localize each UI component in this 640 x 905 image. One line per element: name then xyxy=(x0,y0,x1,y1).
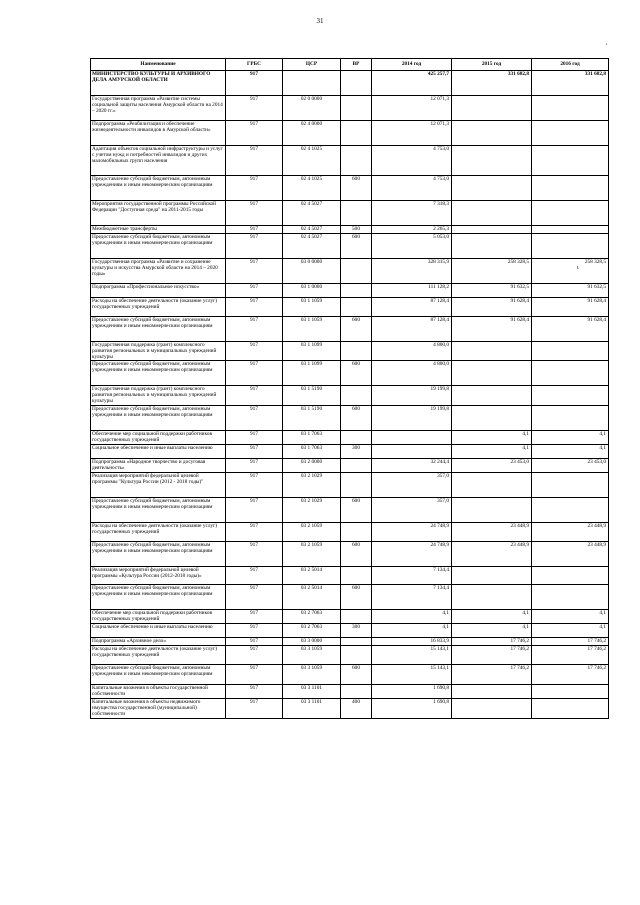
table-row xyxy=(91,121,609,146)
table-row xyxy=(91,298,609,317)
table-row xyxy=(91,445,609,459)
cell-y2015: 4,1 xyxy=(452,431,532,445)
cell-csr: 03 1 5190 xyxy=(283,386,341,406)
cell-y2014: 7 318,3 xyxy=(372,201,452,226)
cell-y2016: 23 453,0 xyxy=(532,459,609,473)
cell-csr: 03 2 0000 xyxy=(283,459,341,473)
cell-y2015 xyxy=(452,473,532,498)
cell-name: Подпрограмма «Профессиональное искусство» xyxy=(91,284,226,298)
cell-y2016 xyxy=(532,201,609,226)
cell-y2016: 17 746,2 xyxy=(532,665,609,685)
cell-y2014: 12 071,3 xyxy=(372,121,452,146)
cell-csr: 03 1 1099 xyxy=(283,361,341,386)
table-row xyxy=(91,523,609,542)
cell-csr: 03 1 0000 xyxy=(283,284,341,298)
table-row xyxy=(91,646,609,665)
cell-y2014: 1 690,8 xyxy=(372,699,452,718)
cell-y2016: 91 628,4 xyxy=(532,317,609,342)
cell-grbs: 917 xyxy=(226,646,283,665)
cell-grbs: 917 xyxy=(226,96,283,121)
cell-name: Предоставление субсидий бюджетным, автономным учреждениям и иным некоммерческим организациям xyxy=(91,317,226,342)
cell-grbs: 917 xyxy=(226,406,283,431)
cell-y2016 xyxy=(532,386,609,406)
cell-vr: 600 xyxy=(341,234,372,259)
cell-name: Подпрограмма «Реабилитация и обеспечение жизнедеятельности инвалидов в Амурской области» xyxy=(91,121,226,146)
cell-y2015 xyxy=(452,121,532,146)
cell-csr: 03 2 1059 xyxy=(283,542,341,567)
table-row xyxy=(91,317,609,342)
cell-grbs: 917 xyxy=(226,259,283,284)
cell-grbs: 917 xyxy=(226,699,283,718)
cell-csr: 03 1 1099 xyxy=(283,342,341,361)
cell-y2014: 425 257,7 xyxy=(372,71,452,96)
cell-vr xyxy=(341,685,372,699)
cell-y2016 xyxy=(532,146,609,176)
cell-y2015 xyxy=(452,361,532,386)
cell-y2014: 15 143,1 xyxy=(372,665,452,685)
cell-y2014: 87 128,4 xyxy=(372,317,452,342)
table-row xyxy=(91,567,609,585)
cell-name: Капитальные вложения в объекты недвижимого имущества государственной (муниципальной) собственности xyxy=(91,699,226,718)
cell-y2016 xyxy=(532,234,609,259)
cell-y2016: 91 628,4 xyxy=(532,298,609,317)
cell-y2015: 91 632,5 xyxy=(452,284,532,298)
cell-y2016 xyxy=(532,342,609,361)
cell-grbs: 917 xyxy=(226,431,283,445)
cell-name: Расходы на обеспечение деятельности (оказание услуг) государственных учреждений xyxy=(91,523,226,542)
cell-vr: 600 xyxy=(341,542,372,567)
cell-vr xyxy=(341,567,372,585)
cell-y2014: 4 753,0 xyxy=(372,146,452,176)
cell-csr: 03 3 1059 xyxy=(283,646,341,665)
cell-y2016 xyxy=(532,473,609,498)
cell-vr xyxy=(341,71,372,96)
cell-csr: 03 2 5014 xyxy=(283,567,341,585)
cell-y2014: 19 199,8 xyxy=(372,386,452,406)
cell-y2015: 23 448,9 xyxy=(452,542,532,567)
header-csr: ЦСР xyxy=(283,59,341,71)
cell-vr xyxy=(341,342,372,361)
cell-name: Межбюджетные трансферты xyxy=(91,226,226,234)
cell-vr xyxy=(341,431,372,445)
cell-y2015: 4,1 xyxy=(452,610,532,624)
cell-grbs: 917 xyxy=(226,317,283,342)
cell-y2015: 258 328,5 xyxy=(452,259,532,284)
cell-grbs: 917 xyxy=(226,201,283,226)
cell-name: Мероприятия государственной программы Российской Федерации "Доступная среда" на 2011-2015 годы xyxy=(91,201,226,226)
cell-y2016 xyxy=(532,96,609,121)
cell-csr: 03 2 7063 xyxy=(283,610,341,624)
cell-y2015: 91 628,4 xyxy=(452,298,532,317)
cell-y2014: 2 265,3 xyxy=(372,226,452,234)
table-row xyxy=(91,431,609,445)
cell-grbs: 917 xyxy=(226,459,283,473)
cell-csr: 03 1 1059 xyxy=(283,317,341,342)
cell-y2016 xyxy=(532,226,609,234)
cell-y2015 xyxy=(452,176,532,201)
cell-vr xyxy=(341,121,372,146)
cell-y2014: 5 053,0 xyxy=(372,234,452,259)
header-2016: 2016 год xyxy=(532,59,609,71)
cell-name: МИНИСТЕРСТВО КУЛЬТУРЫ И АРХИВНОГО ДЕЛА АМУРСКОЙ ОБЛАСТИ xyxy=(91,71,226,96)
cell-y2015 xyxy=(452,234,532,259)
cell-vr: 600 xyxy=(341,176,372,201)
stray-mark: ι xyxy=(577,265,579,271)
table-row xyxy=(91,201,609,226)
table-row xyxy=(91,665,609,685)
cell-csr: 03 3 1059 xyxy=(283,665,341,685)
table-row xyxy=(91,498,609,523)
cell-y2015 xyxy=(452,699,532,718)
cell-vr xyxy=(341,473,372,498)
table-row xyxy=(91,624,609,638)
cell-y2015: 4,1 xyxy=(452,445,532,459)
edge-mark: , xyxy=(606,40,608,46)
cell-y2014: 4 753,0 xyxy=(372,176,452,201)
cell-y2016: 17 746,2 xyxy=(532,646,609,665)
cell-name: Подпрограмма «Народное творчество и досуговая деятельность» xyxy=(91,459,226,473)
cell-y2014: 19 199,8 xyxy=(372,406,452,431)
cell-y2014: 24 748,9 xyxy=(372,523,452,542)
table-row xyxy=(91,610,609,624)
cell-y2016: 4,1 xyxy=(532,610,609,624)
cell-name: Государственная программа «Развитие и сохранение культуры и искусства Амурской области на 2014 – 2020 годы» xyxy=(91,259,226,284)
cell-y2015 xyxy=(452,498,532,523)
cell-csr: 03 0 0000 xyxy=(283,259,341,284)
cell-vr xyxy=(341,459,372,473)
cell-y2015 xyxy=(452,567,532,585)
cell-csr: 03 2 1059 xyxy=(283,523,341,542)
cell-y2016 xyxy=(532,121,609,146)
page-number: 31 xyxy=(316,17,324,25)
cell-csr: 02 4 5027 xyxy=(283,234,341,259)
cell-grbs: 917 xyxy=(226,585,283,610)
cell-grbs: 917 xyxy=(226,361,283,386)
cell-grbs: 917 xyxy=(226,342,283,361)
cell-grbs: 917 xyxy=(226,638,283,646)
table-row xyxy=(91,473,609,498)
cell-name: Расходы на обеспечение деятельности (оказание услуг) государственных учреждений xyxy=(91,646,226,665)
table-row xyxy=(91,638,609,646)
cell-y2014: 24 748,9 xyxy=(372,542,452,567)
cell-grbs: 917 xyxy=(226,121,283,146)
cell-y2014: 12 071,3 xyxy=(372,96,452,121)
cell-y2016 xyxy=(532,567,609,585)
cell-vr xyxy=(341,638,372,646)
cell-grbs: 917 xyxy=(226,234,283,259)
cell-vr: 300 xyxy=(341,445,372,459)
cell-vr: 400 xyxy=(341,699,372,718)
cell-y2014: 1 690,8 xyxy=(372,685,452,699)
cell-grbs: 917 xyxy=(226,542,283,567)
cell-y2014: 4 800,0 xyxy=(372,361,452,386)
cell-y2015: 23 448,9 xyxy=(452,523,532,542)
cell-grbs: 917 xyxy=(226,176,283,201)
header-vr: ВР xyxy=(341,59,372,71)
cell-csr: 03 2 1029 xyxy=(283,498,341,523)
cell-name: Предоставление субсидий бюджетным, автономным учреждениям и иным некоммерческим организациям xyxy=(91,542,226,567)
table-row xyxy=(91,71,609,96)
cell-vr: 600 xyxy=(341,406,372,431)
cell-y2016 xyxy=(532,498,609,523)
cell-y2016: 4,1 xyxy=(532,624,609,638)
cell-name: Социальное обеспечение и иные выплаты населению xyxy=(91,445,226,459)
cell-y2015 xyxy=(452,342,532,361)
cell-name: Предоставление субсидий бюджетным, автономным учреждениям и иным некоммерческим организациям xyxy=(91,665,226,685)
cell-csr: 03 3 1101 xyxy=(283,685,341,699)
cell-y2015 xyxy=(452,406,532,431)
cell-y2014: 87 128,4 xyxy=(372,298,452,317)
cell-y2014: 15 143,1 xyxy=(372,646,452,665)
cell-y2015 xyxy=(452,585,532,610)
cell-csr: 02 4 5027 xyxy=(283,201,341,226)
cell-grbs: 917 xyxy=(226,567,283,585)
cell-csr: 03 3 1101 xyxy=(283,699,341,718)
cell-y2014: 111 128,2 xyxy=(372,284,452,298)
table-row xyxy=(91,459,609,473)
cell-grbs: 917 xyxy=(226,624,283,638)
cell-csr: 02 4 1025 xyxy=(283,176,341,201)
budget-table xyxy=(90,58,609,719)
header-2015: 2015 год xyxy=(452,59,532,71)
table-row xyxy=(91,542,609,567)
cell-y2016 xyxy=(532,406,609,431)
cell-vr: 500 xyxy=(341,226,372,234)
cell-csr: 02 4 1025 xyxy=(283,146,341,176)
cell-name: Предоставление субсидий бюджетным, автономным учреждениям и иным некоммерческим организациям xyxy=(91,406,226,431)
cell-y2016: 91 632,5 xyxy=(532,284,609,298)
cell-name: Государственная поддержка (грант) комплексного развития региональных и муниципальных учреждений культуры xyxy=(91,386,226,406)
cell-name: Расходы на обеспечение деятельности (оказание услуг) государственных учреждений xyxy=(91,298,226,317)
cell-name: Предоставление субсидий бюджетным, автономным учреждениям и иным некоммерческим организациям xyxy=(91,361,226,386)
cell-y2016 xyxy=(532,361,609,386)
cell-name: Реализация мероприятий федеральной целевой программы "Культура России (2012 - 2018 годы)" xyxy=(91,473,226,498)
cell-y2015 xyxy=(452,226,532,234)
cell-vr: 300 xyxy=(341,624,372,638)
table-row xyxy=(91,386,609,406)
header-grbs: ГРБС xyxy=(226,59,283,71)
cell-name: Социальное обеспечение и иные выплаты населению xyxy=(91,624,226,638)
cell-vr xyxy=(341,259,372,284)
cell-csr: 02 4 0000 xyxy=(283,121,341,146)
cell-y2015: 17 746,2 xyxy=(452,665,532,685)
cell-y2016: 23 448,9 xyxy=(532,523,609,542)
cell-y2016: 4,1 xyxy=(532,445,609,459)
cell-name: Обеспечение мер социальной поддержки работников государственных учреждений xyxy=(91,610,226,624)
cell-name: Предоставление субсидий бюджетным, автономным учреждениям и иным некоммерческим организациям xyxy=(91,176,226,201)
cell-csr: 03 2 7063 xyxy=(283,624,341,638)
cell-y2015: 17 746,2 xyxy=(452,646,532,665)
cell-name: Капитальные вложения в объекты государственной собственности xyxy=(91,685,226,699)
cell-y2016 xyxy=(532,176,609,201)
cell-vr xyxy=(341,284,372,298)
table-row xyxy=(91,585,609,610)
cell-y2016: 4,1 xyxy=(532,431,609,445)
cell-csr: 03 1 7063 xyxy=(283,431,341,445)
cell-grbs: 917 xyxy=(226,226,283,234)
cell-y2016 xyxy=(532,685,609,699)
cell-grbs: 917 xyxy=(226,473,283,498)
cell-name: Реализация мероприятий федеральной целевой программы «Культура России (2012-2018 годы)» xyxy=(91,567,226,585)
cell-y2014: 7 134,4 xyxy=(372,567,452,585)
cell-grbs: 917 xyxy=(226,665,283,685)
table-row xyxy=(91,259,609,284)
header-row xyxy=(91,59,609,71)
cell-y2014 xyxy=(372,445,452,459)
table-row xyxy=(91,176,609,201)
cell-grbs: 917 xyxy=(226,284,283,298)
table-row xyxy=(91,342,609,361)
table-row xyxy=(91,361,609,386)
cell-name: Подпрограмма «Архивное дело» xyxy=(91,638,226,646)
cell-csr: 03 2 5014 xyxy=(283,585,341,610)
cell-y2015: 91 628,4 xyxy=(452,317,532,342)
cell-csr: 03 1 5190 xyxy=(283,406,341,431)
cell-vr xyxy=(341,386,372,406)
cell-vr: 600 xyxy=(341,498,372,523)
table-row xyxy=(91,226,609,234)
cell-csr: 03 2 1029 xyxy=(283,473,341,498)
cell-y2015 xyxy=(452,146,532,176)
cell-y2014: 328 315,9 xyxy=(372,259,452,284)
cell-y2015 xyxy=(452,96,532,121)
cell-y2015 xyxy=(452,685,532,699)
cell-y2015: 4,1 xyxy=(452,624,532,638)
cell-grbs: 917 xyxy=(226,445,283,459)
table-row xyxy=(91,699,609,718)
cell-y2014: 32 244,4 xyxy=(372,459,452,473)
cell-y2015: 331 682,8 xyxy=(452,71,532,96)
header-name: Наименование xyxy=(91,59,226,71)
cell-vr: 600 xyxy=(341,665,372,685)
cell-y2016: 23 448,9 xyxy=(532,542,609,567)
cell-y2014 xyxy=(372,431,452,445)
cell-vr xyxy=(341,201,372,226)
cell-vr xyxy=(341,646,372,665)
cell-y2014: 4,1 xyxy=(372,624,452,638)
cell-y2014: 4,1 xyxy=(372,610,452,624)
cell-y2014: 16 833,9 xyxy=(372,638,452,646)
cell-grbs: 917 xyxy=(226,523,283,542)
cell-grbs: 917 xyxy=(226,498,283,523)
cell-y2015 xyxy=(452,386,532,406)
cell-y2014: 357,0 xyxy=(372,473,452,498)
table-row xyxy=(91,685,609,699)
cell-name: Предоставление субсидий бюджетным, автономным учреждениям и иным некоммерческим организациям xyxy=(91,498,226,523)
cell-y2015 xyxy=(452,201,532,226)
cell-vr xyxy=(341,298,372,317)
cell-vr: 600 xyxy=(341,585,372,610)
cell-csr: 03 1 1059 xyxy=(283,298,341,317)
cell-csr: 02 0 0000 xyxy=(283,96,341,121)
table-row xyxy=(91,406,609,431)
cell-y2016: 331 682,8 xyxy=(532,71,609,96)
cell-y2015: 17 746,2 xyxy=(452,638,532,646)
cell-name: Предоставление субсидий бюджетным, автономным учреждениям и иным некоммерческим организациям xyxy=(91,585,226,610)
cell-name: Государственная программа «Развитие системы социальной защиты населения Амурской области на 2014 – 2020 гг.» xyxy=(91,96,226,121)
table-row xyxy=(91,284,609,298)
cell-vr xyxy=(341,610,372,624)
cell-csr: 03 1 7063 xyxy=(283,445,341,459)
cell-vr xyxy=(341,146,372,176)
table-row xyxy=(91,234,609,259)
header-2014: 2014 год xyxy=(372,59,452,71)
cell-vr: 600 xyxy=(341,317,372,342)
cell-y2016 xyxy=(532,699,609,718)
cell-y2016: 258 328,5 xyxy=(532,259,609,284)
cell-name: Адаптация объектов социальной инфраструктуры и услуг с учетом нужд и потребностей инвалидов и других маломобильных групп населения xyxy=(91,146,226,176)
cell-grbs: 917 xyxy=(226,298,283,317)
cell-vr: 600 xyxy=(341,361,372,386)
cell-y2014: 7 134,4 xyxy=(372,585,452,610)
cell-vr xyxy=(341,523,372,542)
cell-csr xyxy=(283,71,341,96)
table-row xyxy=(91,96,609,121)
cell-grbs: 917 xyxy=(226,610,283,624)
cell-name: Государственная поддержка (грант) комплексного развития региональных и муниципальных учреждений культуры xyxy=(91,342,226,361)
cell-y2014: 4 800,0 xyxy=(372,342,452,361)
cell-grbs: 917 xyxy=(226,71,283,96)
cell-grbs: 917 xyxy=(226,685,283,699)
cell-y2015: 23 453,0 xyxy=(452,459,532,473)
cell-name: Предоставление субсидий бюджетным, автономным учреждениям и иным некоммерческим организациям xyxy=(91,234,226,259)
cell-grbs: 917 xyxy=(226,386,283,406)
cell-csr: 02 4 5027 xyxy=(283,226,341,234)
cell-csr: 03 3 0000 xyxy=(283,638,341,646)
cell-y2016: 17 746,2 xyxy=(532,638,609,646)
table-row xyxy=(91,146,609,176)
cell-y2014: 357,0 xyxy=(372,498,452,523)
cell-grbs: 917 xyxy=(226,146,283,176)
cell-y2016 xyxy=(532,585,609,610)
cell-name: Обеспечение мер социальной поддержки работников государственных учреждений xyxy=(91,431,226,445)
cell-vr xyxy=(341,96,372,121)
